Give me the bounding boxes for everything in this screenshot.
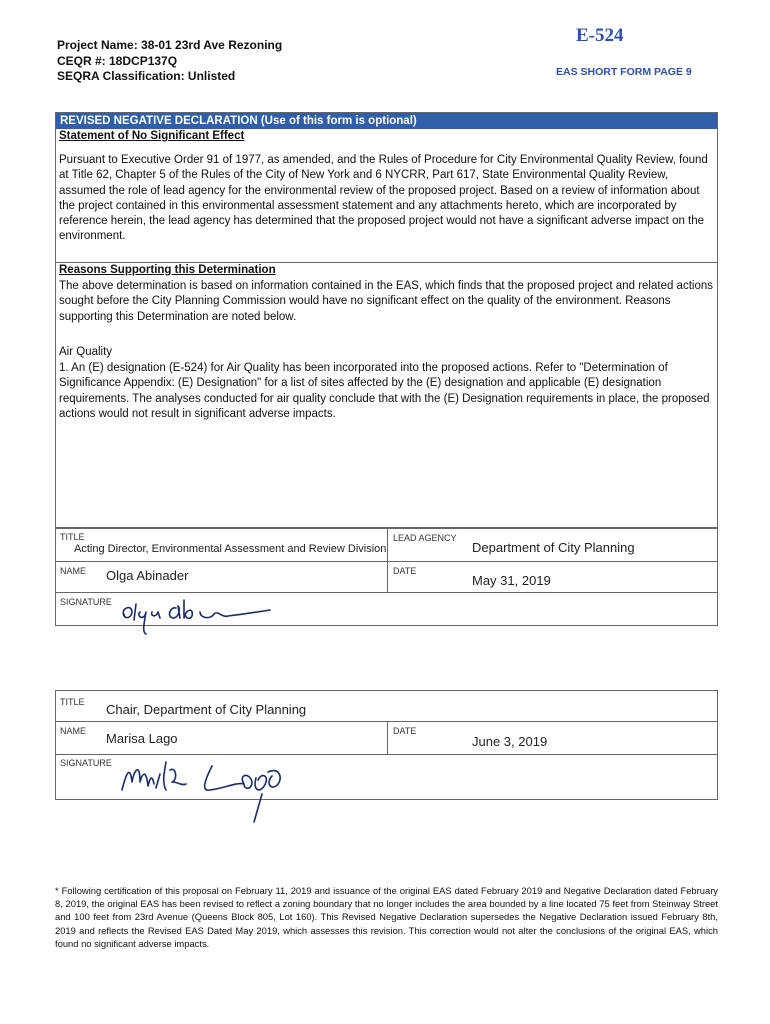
- signoff1-name-value: Olga Abinader: [106, 568, 189, 583]
- signoff2-name-value: Marisa Lago: [106, 731, 178, 746]
- reasons-heading: Reasons Supporting this Determination: [59, 264, 276, 276]
- signature-olga-abinader: [118, 594, 278, 636]
- signoff2-signature-label: SIGNATURE: [60, 758, 112, 768]
- ceqr-number: CEQR #: 18DCP137Q: [57, 53, 178, 68]
- footnote: * Following certification of this proposal on February 11, 2019 and issuance of the original EAS dated February 2019 and Negative Declaration dated February 8, 2019, the original EAS has been revised to reflect a zoning boundary that no longer includes the area bounded by a line located 75 feet from Steinway Street and 100 feet from 23rd Avenue (Queens Block 805, Lot 160). This Revised Negative Declaration supersedes the Negative Declaration issued February 8th, 2019 and reflects the Revised EAS Dated May 2019, which assesses this revision. This correction would not alter the conclusions of the original EAS, which found no significant adverse impacts.: [55, 885, 718, 949]
- signoff1-signature-label: SIGNATURE: [60, 597, 112, 607]
- statement-heading: Statement of No Significant Effect: [59, 130, 245, 142]
- signoff1-title-label: TITLE: [60, 532, 85, 542]
- signoff2-divider: [387, 721, 388, 755]
- e-designation-label: E-524: [576, 25, 624, 46]
- signature-marisa-lago: [116, 752, 306, 824]
- project-name: Project Name: 38-01 23rd Ave Rezoning: [57, 38, 283, 52]
- signoff2-date-label: DATE: [393, 726, 417, 736]
- signoff2-date-value: June 3, 2019: [472, 734, 548, 749]
- signoff1-lead-agency-value: Department of City Planning: [472, 540, 635, 555]
- signoff1-divider-2: [387, 561, 388, 593]
- signoff1-date-value: May 31, 2019: [472, 573, 551, 588]
- form-banner: REVISED NEGATIVE DECLARATION (Use of this form is optional): [56, 113, 717, 129]
- signoff1-lead-agency-label: LEAD AGENCY: [393, 533, 457, 543]
- project-header: [57, 38, 282, 85]
- air-quality-text: 1. An (E) designation (E-524) for Air Quality has been incorporated into the proposed actions. Refer to "Determination of Significance Appendix: (E) Designation" for a list of sites affected by the (E) designation and applicable (E) designation requirements. The analyses conducted for air quality conclude that with the (E) Designation requirements in place, the proposed actions would not result in significant adverse impacts.: [59, 362, 710, 420]
- signoff2-name-label: NAME: [60, 726, 87, 736]
- reasons-text: The above determination is based on information contained in the EAS, which finds that the proposed project and related actions sought before the City Planning Commission would have no significant effect on the quality of the environment. Reasons supporting this Determination are noted below.: [59, 280, 713, 323]
- section-divider: [56, 262, 717, 263]
- signoff2-title-value: Chair, Department of City Planning: [106, 702, 307, 717]
- signoff1-divider-1: [387, 528, 388, 562]
- page-label: EAS SHORT FORM PAGE 9: [556, 66, 692, 78]
- air-quality-heading: Air Quality: [59, 346, 113, 358]
- signoff2-title-label: TITLE: [60, 697, 85, 707]
- statement-text: Pursuant to Executive Order 91 of 1977, as amended, and the Rules of Procedure for City Environmental Quality Review, found at Title 62, Chapter 5 of the Rules of the City of New York and 6 NYCRR, Part 617, State Environmental Quality Review, assumed the role of lead agency for the environmental review of the proposed project. Based on a review of information about the project contained in this environmental assessment statement and any attachments hereto, which are incorporated by reference herein, the lead agency has determined that the proposed project would not have a significant adverse impact on the environment.: [59, 154, 708, 243]
- signoff1-date-label: DATE: [393, 566, 417, 576]
- signoff1-title-value: Acting Director, Environmental Assessment and Review Division: [74, 543, 387, 555]
- seqra-classification: SEQRA Classification: Unlisted: [57, 69, 236, 83]
- signoff1-name-label: NAME: [60, 566, 87, 576]
